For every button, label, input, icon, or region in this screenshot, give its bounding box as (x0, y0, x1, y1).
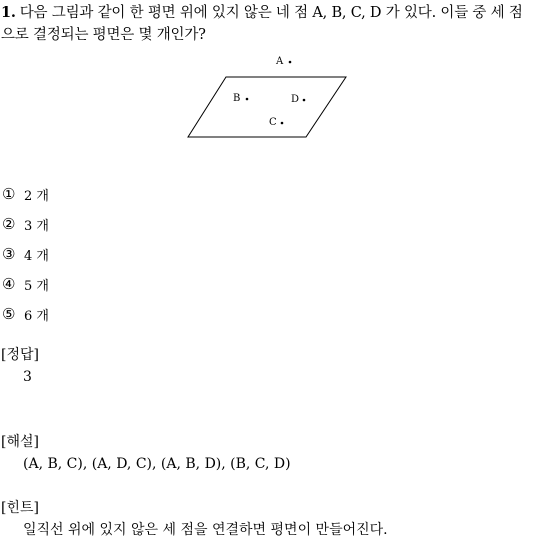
choice-4[interactable] (2, 269, 49, 299)
choice-5[interactable] (2, 299, 49, 329)
choice-1[interactable] (2, 179, 49, 209)
choice-4-mark: ④ (2, 275, 16, 293)
plane-parallelogram (188, 77, 346, 137)
choice-1-text: 2 개 (24, 188, 49, 204)
hint-section (1, 497, 388, 541)
point-c-label: C (269, 117, 277, 128)
choice-5-mark: ⑤ (2, 305, 16, 323)
choice-2[interactable] (2, 209, 49, 239)
answer-section (1, 344, 39, 388)
explanation-text: (A, B, C), (A, D, C), (A, B, D), (B, C, D) (23, 456, 291, 472)
question-text: 다음 그림과 같이 한 평면 위에 있지 않은 네 점 A, B, C, D 가 있다. 이들 중 세 점으로 결정되는 평면은 몇 개인가? (1, 5, 523, 43)
choice-4-text: 5 개 (24, 278, 49, 294)
point-b-label: B (233, 93, 241, 104)
point-a (289, 61, 292, 64)
answer-choices (2, 179, 49, 329)
choice-3-text: 4 개 (24, 248, 49, 264)
plane-diagram (186, 53, 350, 143)
plane-figure (186, 53, 350, 143)
point-c (281, 122, 284, 125)
choice-3-mark: ③ (2, 245, 16, 263)
answer-heading: [정답] (1, 347, 39, 363)
hint-heading: [힌트] (1, 500, 39, 516)
question (1, 2, 533, 46)
choice-2-text: 3 개 (24, 218, 49, 234)
explanation-heading: [해설] (1, 434, 39, 450)
point-b (246, 98, 249, 101)
hint-text: 일직선 위에 있지 않은 세 점을 연결하면 평면이 만들어진다. (23, 522, 388, 538)
choice-5-text: 6 개 (24, 308, 49, 324)
question-number: 1. (1, 4, 16, 21)
choice-2-mark: ② (2, 215, 16, 233)
explanation-section (1, 431, 291, 475)
point-d (303, 99, 306, 102)
choice-1-mark: ① (2, 185, 16, 203)
point-a-label: A (276, 56, 284, 67)
answer-value: 3 (23, 369, 32, 385)
choice-3[interactable] (2, 239, 49, 269)
point-d-label: D (291, 94, 300, 105)
